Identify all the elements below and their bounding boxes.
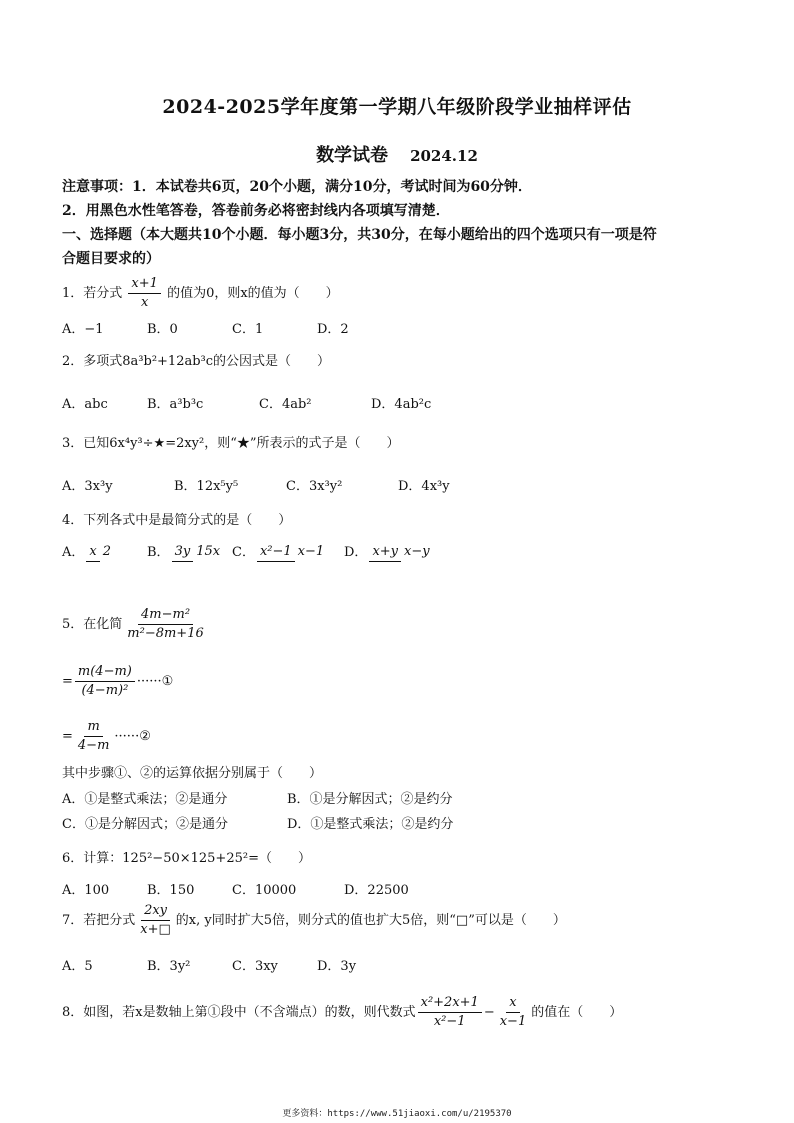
- q8-num-1: x²+2x+1: [418, 995, 482, 1013]
- q5-option-b: B．①是分解因式；②是约分: [287, 792, 453, 807]
- q4-options: [62, 541, 435, 562]
- q3-option-b: B．12x⁵y⁵: [174, 479, 239, 494]
- q5-step-2: [62, 719, 151, 754]
- note-1: 注意事项：1．本试卷共6页，20个小题，满分10分，考试时间为60分钟．: [62, 179, 532, 195]
- q6-option-a: A．100: [62, 883, 110, 898]
- q8-fraction-1: [418, 995, 482, 1030]
- q8-minus: −: [483, 1005, 495, 1020]
- q7-pre: 7．若把分式: [62, 913, 136, 928]
- exam-date: 2024.12: [410, 147, 478, 165]
- question-8: [62, 995, 622, 1030]
- q4-c-label: C．: [232, 545, 255, 560]
- page-subtitle: [0, 141, 794, 167]
- q1-numerator: x+1: [128, 276, 161, 294]
- q3-option-a: A．3x³y: [62, 479, 113, 494]
- q4-a-label: A．: [62, 545, 85, 560]
- q4-c-num: x²−1: [257, 544, 295, 562]
- q5-question: 其中步骤①、②的运算依据分别属于（ ）: [62, 766, 323, 781]
- q8-pre: 8．如图，若x是数轴上第①段中（不含端点）的数，则代数式: [62, 1005, 416, 1020]
- q4-d-den: x−y: [404, 544, 430, 559]
- question-4: 4．下列各式中是最简分式的是（ ）: [62, 513, 292, 528]
- q5-option-c: C．①是分解因式；②是通分: [62, 817, 228, 832]
- q6-options: [62, 879, 409, 898]
- q5-step2-mark: ······②: [114, 729, 151, 744]
- q5-step1-eq: =: [62, 674, 73, 689]
- q4-c-den: x−1: [297, 544, 325, 559]
- q4-option-a: [62, 541, 147, 562]
- q5-step2-fraction: [75, 719, 113, 754]
- q7-den: x+□: [140, 922, 171, 937]
- q5-options-row-2: [62, 813, 453, 832]
- subtitle-text: 数学试卷: [316, 145, 389, 166]
- q4-d-label: D．: [344, 545, 368, 560]
- section-heading-line-1: 一、选择题（本大题共10个小题．每小题3分，共30分，在每小题给出的四个选项只有一项是符: [62, 227, 657, 243]
- question-3: 3．已知6x⁴y³÷★=2xy²，则“★”所表示的式子是（ ）: [62, 436, 400, 451]
- q6-option-b: B．150: [147, 883, 195, 898]
- q3-option-c: C．3x³y²: [286, 479, 343, 494]
- q1-option-c: C．1: [232, 322, 264, 337]
- q4-a-fraction: [86, 543, 114, 562]
- q7-post: 的x, y同时扩大5倍，则分式的值也扩大5倍，则“□”可以是（ ）: [175, 913, 566, 928]
- q5-fraction: [124, 607, 206, 642]
- q4-option-c: [232, 541, 344, 562]
- q2-option-d: D．4ab²c: [371, 397, 432, 412]
- page-title: 2024-2025学年度第一学期八年级阶段学业抽样评估: [162, 96, 632, 118]
- q2-option-c: C．4ab²: [259, 397, 312, 412]
- q1-post: 的值为0，则x的值为（ ）: [167, 286, 339, 301]
- question-1: [62, 276, 339, 311]
- q1-denominator: x: [141, 295, 149, 310]
- q2-options: [62, 393, 431, 412]
- question-7: [62, 903, 566, 938]
- q7-fraction: [137, 903, 174, 938]
- q8-post: 的值在（ ）: [531, 1005, 623, 1020]
- q5-step1-num: m(4−m): [75, 664, 135, 682]
- q8-num-2: x: [506, 995, 519, 1013]
- q8-fraction-2: [497, 995, 530, 1030]
- question-2: 2．多项式8a³b²+12ab³c的公因式是（ ）: [62, 354, 331, 369]
- q4-d-num: x+y: [369, 544, 401, 562]
- q5-step2-den: 4−m: [77, 738, 110, 753]
- question-6: 6．计算：125²−50×125+25²=（ ）: [62, 851, 311, 866]
- q8-den-1: x²−1: [433, 1014, 466, 1029]
- q4-b-fraction: [172, 543, 224, 562]
- q1-option-b: B．0: [147, 322, 178, 337]
- q5-option-a: A．①是整式乘法；②是通分: [62, 792, 228, 807]
- q4-b-label: B．: [147, 545, 170, 560]
- q1-options: [62, 318, 349, 337]
- q1-option-d: D．2: [317, 322, 349, 337]
- q5-step1-fraction: [75, 664, 135, 699]
- q5-step2-num: m: [84, 719, 102, 737]
- q4-d-fraction: [369, 543, 432, 562]
- q4-a-num: x: [86, 544, 99, 562]
- q5-step1-den: (4−m)²: [81, 683, 129, 698]
- note-2: 2．用黑色水性笔答卷，答卷前务必将密封线内各项填写清楚．: [62, 203, 450, 219]
- q7-option-c: C．3xy: [232, 959, 278, 974]
- q3-options: [62, 475, 450, 494]
- q8-den-2: x−1: [499, 1014, 527, 1029]
- q7-option-a: A．5: [62, 959, 93, 974]
- q5-step1-mark: ······①: [136, 674, 174, 689]
- q5-num: 4m−m²: [138, 607, 193, 625]
- q7-options: [62, 955, 356, 974]
- q2-option-a: A．abc: [62, 397, 108, 412]
- q4-b-num: 3y: [172, 544, 194, 562]
- q1-fraction: [128, 276, 161, 311]
- q7-option-b: B．3y²: [147, 959, 191, 974]
- q5-step-1: [62, 664, 173, 699]
- q4-option-d: [344, 541, 435, 562]
- q1-pre: 1．若分式: [62, 286, 123, 301]
- q3-option-d: D．4x³y: [398, 479, 450, 494]
- q4-a-den: 2: [102, 544, 112, 559]
- q5-pre: 5．在化简: [62, 617, 123, 632]
- q1-option-a: A．−1: [62, 322, 104, 337]
- q4-b-den: 15x: [196, 544, 221, 559]
- q5-options-row-1: [62, 788, 453, 807]
- q7-option-d: D．3y: [317, 959, 357, 974]
- q4-option-b: [147, 541, 232, 562]
- question-5: [62, 607, 209, 642]
- q5-step2-eq: =: [62, 729, 73, 744]
- q4-c-fraction: [257, 543, 327, 562]
- q7-num: 2xy: [141, 903, 170, 921]
- section-heading-line-2: 合题目要求的）: [62, 251, 160, 267]
- q2-option-b: B．a³b³c: [147, 397, 204, 412]
- q6-option-d: D．22500: [344, 883, 409, 898]
- q5-option-d: D．①是整式乘法；②是约分: [287, 817, 454, 832]
- q5-den: m²−8m+16: [127, 626, 204, 641]
- q6-option-c: C．10000: [232, 883, 297, 898]
- footer-link-text: 更多资料：https://www.51jiaoxi.com/u/2195370: [282, 1109, 512, 1119]
